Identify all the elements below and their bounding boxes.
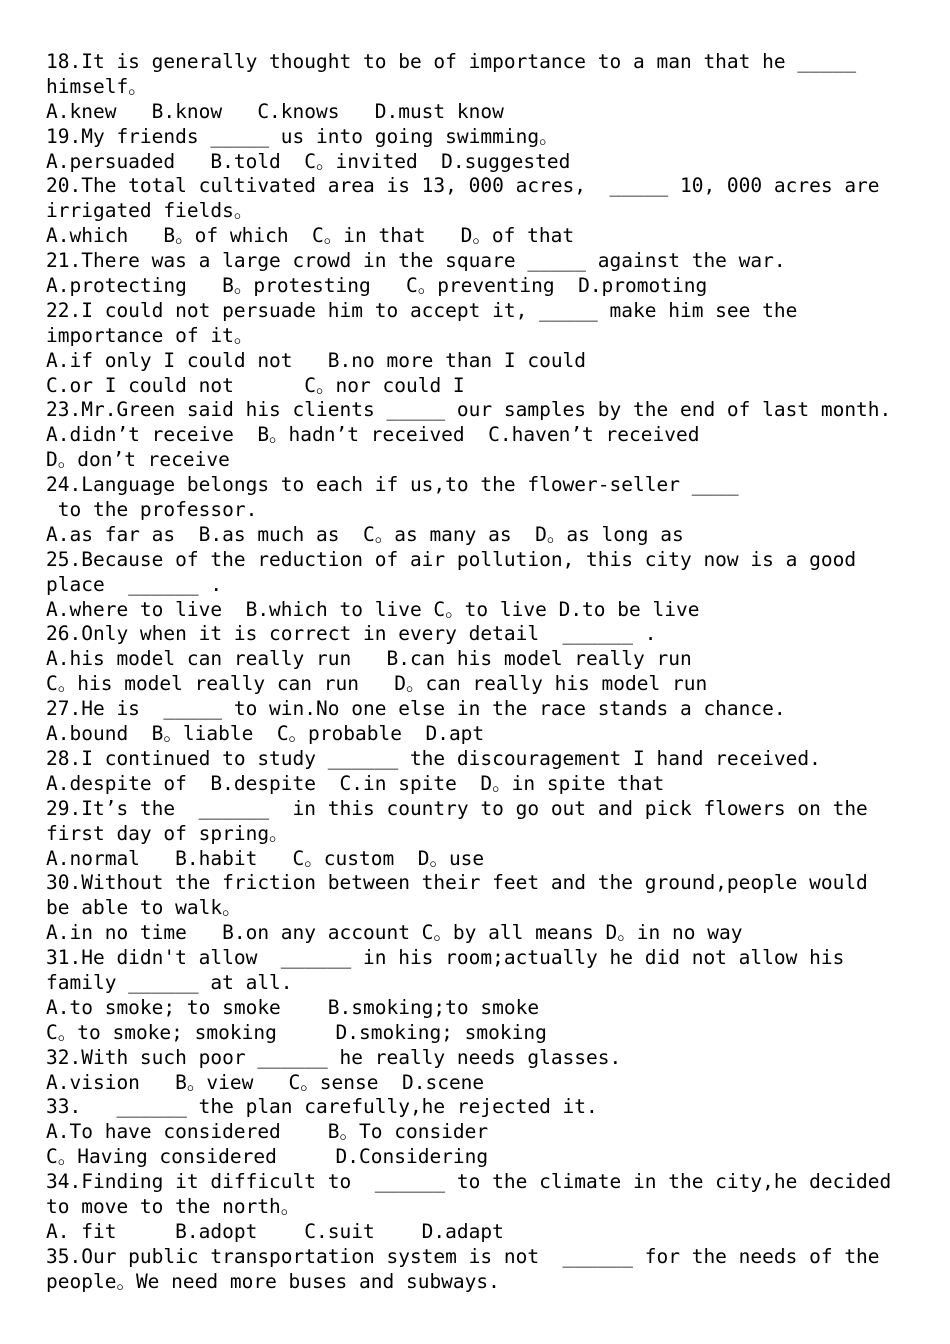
question-26-options-line-1: A.his model can really run B.can his model really run (46, 647, 692, 671)
question-31-options-line-2: C。to smoke; smoking D.smoking; smoking (46, 1020, 547, 1044)
question-24-stem-line-1: 24.Language belongs to each if us,to the flower-seller ____ (46, 473, 739, 497)
question-31-options-line-1: A.to smoke; to smoke B.smoking;to smoke (46, 995, 540, 1019)
exam-page (46, 50, 916, 1295)
question-28-options: A.despite of B.despite C.in spite D。in spite that (46, 771, 665, 795)
question-27-options: A.bound B。liable C。probable D.apt (46, 722, 485, 746)
question-29-stem-line-1: 29.It’s the ______ in this country to go out and pick flowers on the (46, 796, 868, 820)
question-30-stem-line-1: 30.Without the friction between their feet and the ground,people would (46, 871, 868, 895)
question-30-stem-line-2: be able to walk。 (46, 896, 242, 920)
question-19-stem: 19.My friends _____ us into going swimming。 (46, 124, 559, 148)
question-32-options: A.vision B。view C。sense D.scene (46, 1070, 485, 1094)
question-30-options: A.in no time B.on any account C。by all means D。in no way (46, 921, 743, 945)
question-25-stem-line-2: place ______ . (46, 572, 223, 596)
question-22-stem-line-2: importance of it。 (46, 323, 254, 347)
question-24-stem-line-2: to the professor. (46, 498, 258, 522)
question-23-options-line-2: D。don’t receive (46, 448, 230, 472)
question-34-options: A. fit B.adopt C.suit D.adapt (46, 1219, 504, 1243)
question-33-options-line-2: C。Having considered D.Considering (46, 1145, 489, 1169)
question-23-stem: 23.Mr.Green said his clients _____ our samples by the end of last month. (46, 398, 892, 422)
question-20-options: A.which B。of which C。in that D。of that (46, 224, 575, 248)
question-33-stem: 33. ______ the plan carefully,he rejected it. (46, 1095, 598, 1119)
question-26-stem: 26.Only when it is correct in every detail ______ . (46, 622, 657, 646)
question-21-stem: 21.There was a large crowd in the square _____ against the war. (46, 249, 786, 273)
question-34-stem-line-1: 34.Finding it difficult to ______ to the climate in the city,he decided (46, 1170, 892, 1194)
question-22-options-line-1: A.if only I could not B.no more than I could (46, 348, 587, 372)
question-18-stem-line-2: himself。 (46, 74, 148, 98)
question-32-stem: 32.With such poor ______ he really needs glasses. (46, 1045, 622, 1069)
question-35-stem-line-2: people。We need more buses and subways. (46, 1269, 500, 1293)
question-26-options-line-2: C。his model really can run D。can really his model run (46, 672, 708, 696)
question-18-options: A.knew B.know C.knows D.must know (46, 99, 504, 123)
question-20-stem-line-2: irrigated fields。 (46, 199, 254, 223)
question-25-stem-line-1: 25.Because of the reduction of air pollution, this city now is a good (46, 547, 857, 571)
question-22-stem-line-1: 22.I could not persuade him to accept it, _____ make him see the (46, 298, 798, 322)
question-24-options: A.as far as B.as much as C。as many as D。as long as (46, 522, 684, 546)
question-29-options: A.normal B.habit C。custom D。use (46, 846, 485, 870)
question-28-stem: 28.I continued to study ______ the discouragement I hand received. (46, 746, 821, 770)
question-27-stem: 27.He is _____ to win.No one else in the race stands a chance. (46, 697, 786, 721)
question-31-stem-line-1: 31.He didn't allow ______ in his room;actually he did not allow his (46, 946, 845, 970)
question-18-stem-line-1: 18.It is generally thought to be of importance to a man that he _____ (46, 50, 857, 73)
question-25-options: A.where to live B.which to live C。to live D.to be live (46, 597, 700, 621)
question-31-stem-line-2: family ______ at all. (46, 970, 293, 994)
question-35-stem-line-1: 35.Our public transportation system is not ______ for the needs of the (46, 1244, 880, 1268)
question-21-options: A.protecting B。protesting C。preventing D.promoting (46, 274, 708, 298)
question-22-options-line-2: C.or I could not C。nor could I (46, 373, 465, 397)
question-20-stem-line-1: 20.The total cultivated area is 13, 000 acres, _____ 10, 000 acres are (46, 174, 880, 198)
question-23-options-line-1: A.didn’t receive B。hadn’t received C.haven’t received (46, 423, 700, 447)
question-33-options-line-1: A.To have considered B。To consider (46, 1120, 489, 1144)
question-34-stem-line-2: to move to the north。 (46, 1194, 301, 1218)
question-29-stem-line-2: first day of spring。 (46, 821, 289, 845)
question-19-options: A.persuaded B.told C。invited D.suggested (46, 149, 571, 173)
